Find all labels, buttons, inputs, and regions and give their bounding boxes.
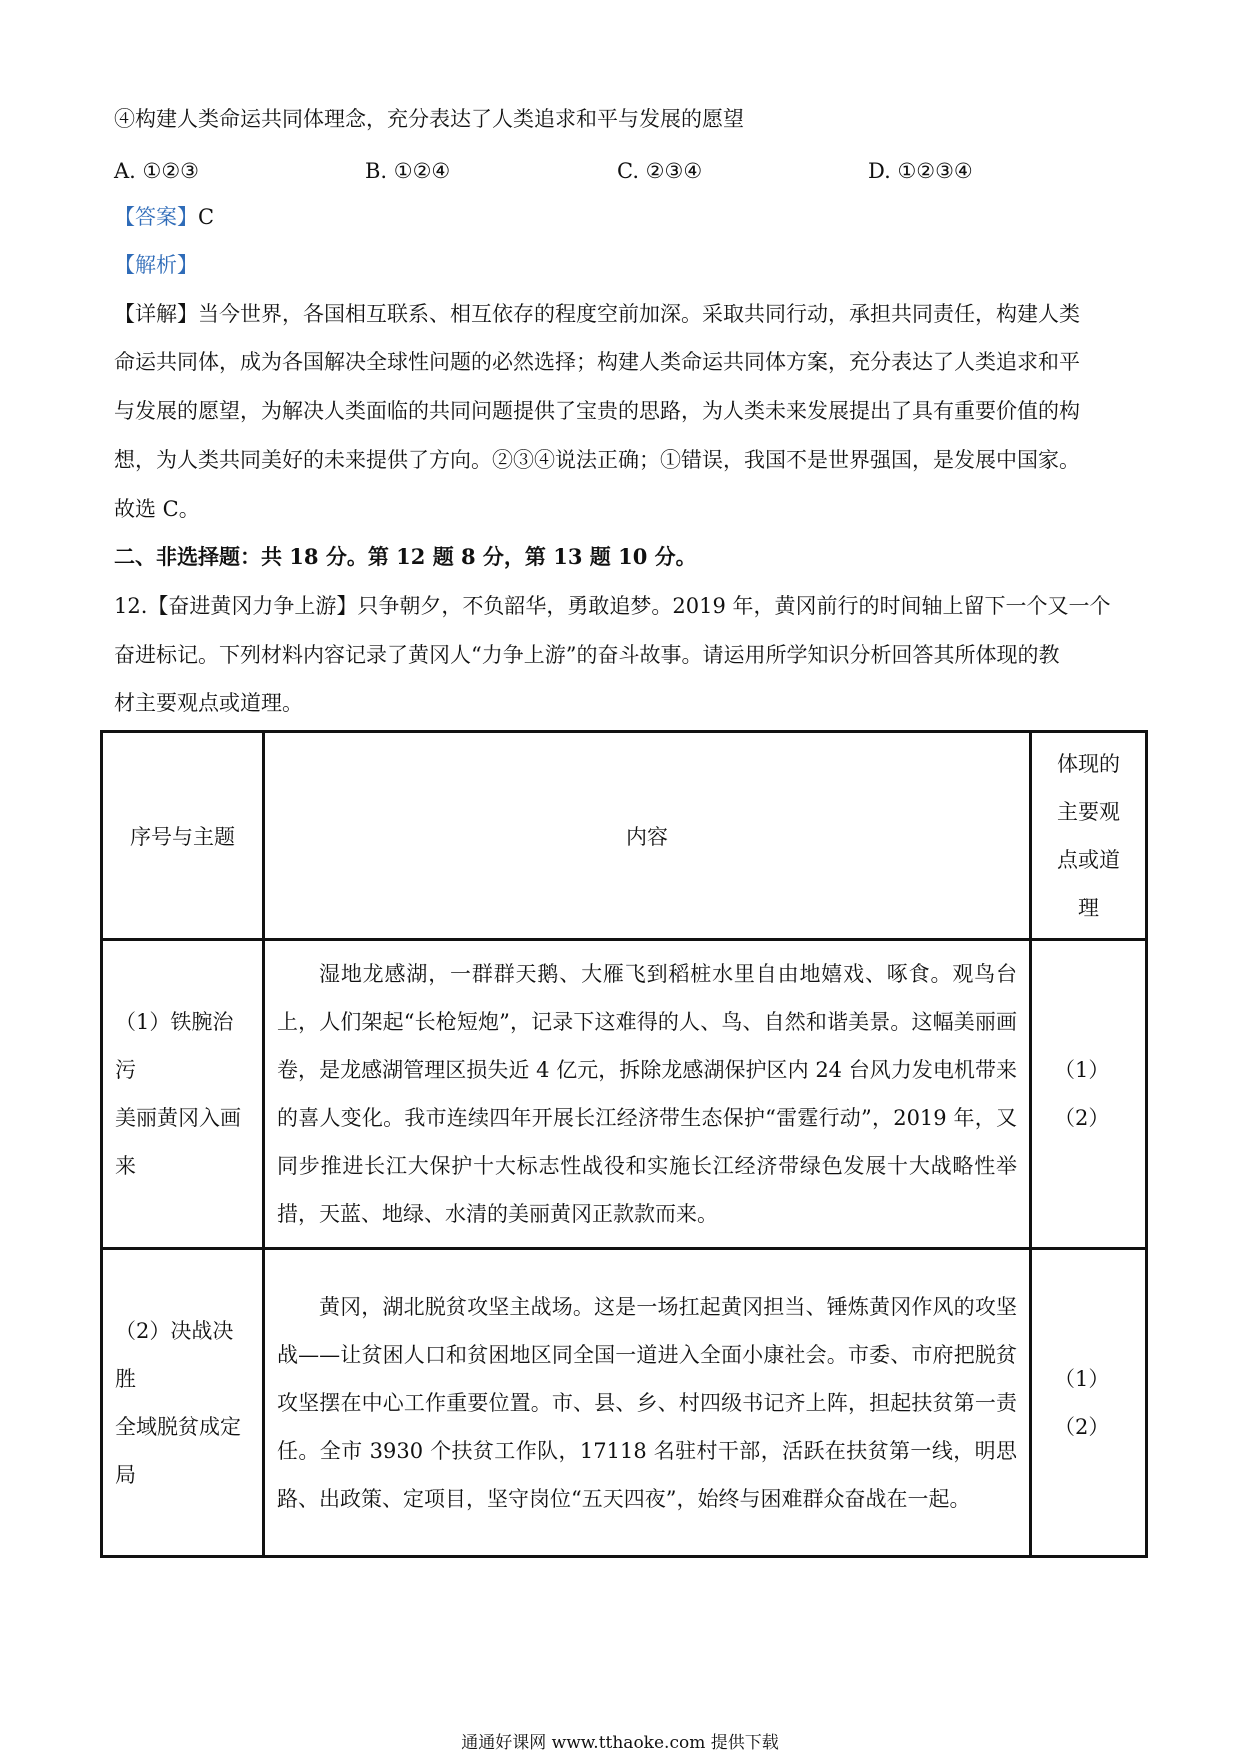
choice-b: B. ①②④ [365, 159, 451, 183]
row-topic-line: 美丽黄冈入画 [115, 1106, 241, 1130]
header-viewpoint-line: 主要观 [1057, 799, 1120, 824]
row-content: 黄冈，湖北脱贫攻坚主战场。这是一场扛起黄冈担当、锤炼黄冈作风的攻坚战——让贫困人口和贫困地区同全国一道进入全面小康社会。市委、市府把脱贫攻坚摆在中心工作重要位置。市、县、乡、村四级书记齐上阵，担起扶贫第一责任。全市 3930 个扶贫工作队，17118 名驻村干部，活跃在扶贫第一线，明思路、出政策、定项目，坚守岗位“五天四夜”，始终与困难群众奋战在一起。 [277, 1294, 1017, 1511]
row-topic-line: （2）决战决胜 [115, 1318, 234, 1391]
detail-line-4: 想，为人类共同美好的未来提供了方向。②③④说法正确；①错误，我国不是世界强国，是发展中国家。 [114, 448, 1080, 472]
header-viewpoint-line: 理 [1078, 895, 1099, 920]
choice-d: D. ①②③④ [868, 159, 973, 183]
header-viewpoint-line: 点或道 [1057, 847, 1120, 872]
q12-line-3: 材主要观点或道理。 [114, 691, 303, 715]
row-topic-line: 来 [115, 1154, 136, 1178]
q12-line-2: 奋进标记。下列材料内容记录了黄冈人“力争上游”的奋斗故事。请运用所学知识分析回答其所体现的教 [114, 643, 1060, 667]
header-topic: 序号与主题 [102, 732, 264, 940]
row-answer-cell[interactable] [1031, 940, 1147, 1249]
row-topic [102, 940, 264, 1249]
option-4-statement: ④构建人类命运共同体理念，充分表达了人类追求和平与发展的愿望 [114, 107, 744, 131]
row-topic-line: （1）铁腕治污 [115, 1010, 234, 1082]
material-table [100, 730, 1148, 1558]
choice-c: C. ②③④ [617, 159, 703, 183]
row-answer-cell[interactable] [1031, 1249, 1147, 1557]
q12-line-1: 12.【奋进黄冈力争上游】只争朝夕，不负韶华，勇敢追梦。2019 年，黄冈前行的时间轴上留下一个又一个 [114, 594, 1111, 618]
detail-line-1: 【详解】当今世界，各国相互联系、相互依存的程度空前加深。采取共同行动，承担共同责任，构建人类 [114, 302, 1080, 326]
header-content: 内容 [264, 732, 1031, 940]
row-content-cell [264, 1249, 1031, 1557]
header-viewpoint-line: 体现的 [1057, 751, 1120, 776]
section-heading: 二、非选择题：共 18 分。第 12 题 8 分，第 13 题 10 分。 [114, 544, 697, 569]
choice-a: A. ①②③ [114, 159, 199, 183]
answer-blank-1[interactable]: （1） [1054, 1058, 1110, 1082]
row-topic-line: 局 [115, 1462, 136, 1487]
row-topic-line: 全域脱贫成定 [115, 1414, 241, 1439]
table-row [102, 940, 1147, 1249]
header-viewpoint [1031, 732, 1147, 940]
analysis-tag: 【解析】 [114, 253, 198, 277]
footer-watermark: 通通好课网 www.tthaoke.com 提供下载 [461, 1733, 779, 1753]
detail-line-3: 与发展的愿望，为解决人类面临的共同问题提供了宝贵的思路，为人类未来发展提出了具有重要价值的构 [114, 399, 1080, 423]
answer-value: C [198, 205, 215, 229]
answer-line [114, 203, 214, 231]
answer-tag: 【答案】 [114, 205, 198, 229]
answer-blank-2[interactable]: （2） [1054, 1106, 1110, 1130]
table-header-row [102, 732, 1147, 940]
row-topic [102, 1249, 264, 1557]
row-content: 湿地龙感湖，一群群天鹅、大雁飞到稻桩水里自由地嬉戏、啄食。观鸟台上，人们架起“长枪短炮”，记录下这难得的人、鸟、自然和谐美景。这幅美丽画卷，是龙感湖管理区损失近 4 亿元，拆除龙感湖保护区内 24 台风力发电机带来的喜人变化。我市连续四年开展长江经济带生态保护“雷霆行动”，2019 年，又同步推进长江大保护十大标志性战役和实施长江经济带绿色发展十大战略性举措，天蓝、地绿、水清的美丽黄冈正款款而来。 [277, 962, 1017, 1226]
answer-blank-2[interactable]: （2） [1054, 1414, 1110, 1439]
detail-line-2: 命运共同体，成为各国解决全球性问题的必然选择；构建人类命运共同体方案，充分表达了人类追求和平 [114, 350, 1080, 374]
answer-blank-1[interactable]: （1） [1054, 1366, 1110, 1391]
table-row [102, 1249, 1147, 1557]
row-content-cell [264, 940, 1031, 1249]
detail-line-5: 故选 C。 [114, 497, 200, 521]
